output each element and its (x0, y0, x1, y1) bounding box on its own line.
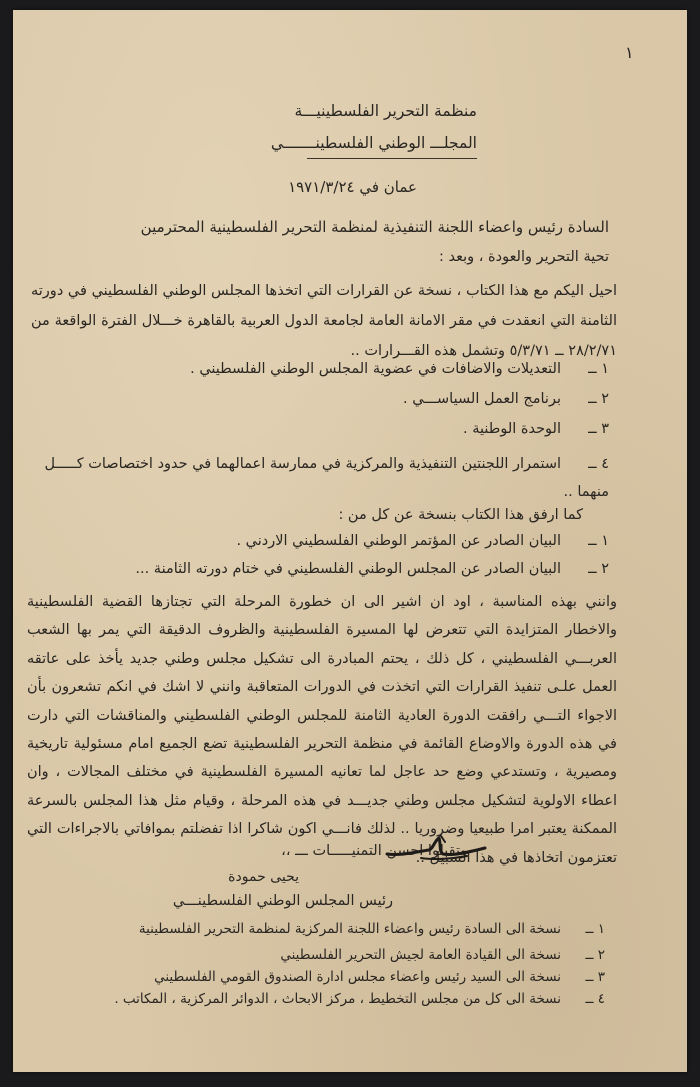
item-number: ٤ ــ (588, 456, 609, 472)
attachment-item (236, 532, 609, 550)
item-text: نسخة الى القيادة العامة لجيش التحرير الفلسطيني (280, 947, 561, 963)
item-text: التعديلات والاضافات في عضوية المجلس الوطني الفلسطيني . (190, 361, 561, 377)
item-number: ٢ ــ (588, 561, 609, 577)
item-text: نسخة الى كل من مجلس التخطيط ، مركز الابحاث ، الدوائر المركزية ، المكاتب . (114, 991, 561, 1007)
page-mark: ١ (625, 43, 634, 62)
attachment-item (135, 560, 609, 578)
greeting-line: تحية التحرير والعودة ، وبعد : (438, 249, 609, 265)
item-number: ٣ ــ (588, 421, 609, 437)
header-underline (307, 158, 477, 159)
intro-paragraph: احيل اليكم مع هذا الكتاب ، نسخة عن القرارات التي اتخذها المجلس الوطني الفلسطيني في دورته الثامنة التي انعقدت في مقر الامانة العامة لجامعة الدول العربية بالقاهرة خـــلال الفترة الواقعة من ٢٨/٢/٧١ ــ ٥/٣/٧١ وتشمل هذه القـــرارات .. (31, 283, 617, 359)
copy-item (154, 968, 605, 986)
letter-body (13, 10, 687, 1072)
item-text: البيان الصادر عن المجلس الوطني الفلسطيني في ختام دورته الثامنة ... (135, 561, 561, 577)
item-text: البيان الصادر عن المؤتمر الوطني الفلسطيني الاردني . (236, 533, 561, 549)
resolution-item (31, 450, 609, 506)
letter-date: عمان في ١٩٧١/٣/٢٤ (288, 178, 417, 196)
item-number: ٢ ــ (588, 391, 609, 407)
item-number: ١ ــ (588, 533, 609, 549)
resolution-item (403, 390, 609, 408)
item-number: ١ ــ (588, 361, 609, 377)
item-text: نسخة الى السيد رئيس واعضاء مجلس ادارة الصندوق القومي الفلسطيني (154, 969, 561, 985)
resolution-item (190, 360, 609, 378)
copy-item (114, 990, 605, 1008)
handwritten-signature (381, 832, 491, 866)
main-paragraph: وانني بهذه المناسبة ، اود ان اشير الى ان خطورة المرحلة التي تجتازها القضية الفلسطينية والاخطار المتزايدة التي تتعرض لها المسيرة الفلسطينية والظروف الدقيقة التي يمر بها الشعب العربـــي الفلسطيني ، كل ذلك ، يحتم المبادرة الى تشكيل مجلس وطني جديد يأخذ على عاتقه العمل علـى تنفيذ القرارات التي اتخذت في الدورات المتعاقبة وانني لا اشك في انكم تشعرون بأن الاجواء التـــي رافقت الدورة العادية الثامنة للمجلس الوطني الفلسطيني والمناقشات التي دارت في هذه الدورة والاوضاع القائمة في منظمة التحرير الفلسطينية تضع الجميع امام مسئولية تاريخية ومصيرية ، وتستدعي وضع حد عاجل لما تعانيه المسيرة الفلسطينية في مختلف المجالات ، وان اعطاء الاولوية لتشكيل مجلس وطني جديـــد في هذه المرحلة ، وقيام مثل هذا المجلس بالسرعة الممكنة يعتبر امرا طبيعيا وضروريا .. لذلك فانـــي اكون شاكرا اذا تفضلتم بموافاتي بالاجراءات التي تعتزمون اتخاذها في هذا السبيل .. (27, 594, 617, 866)
item-text: برنامج العمل السياســـي . (402, 391, 561, 407)
closing-line: وتقبلوا احسن التمنيـــــات ـــ ،، (281, 843, 467, 859)
signatory-name: يحيى حمودة (228, 869, 299, 885)
signatory-title: رئيس المجلس الوطني الفلسطينـــي (172, 893, 393, 909)
org-name-line1: منظمة التحرير الفلسطينيـــة (294, 102, 477, 120)
document-sheet (13, 10, 687, 1072)
copy-item (280, 946, 605, 964)
item-number: ٤ ــ (585, 991, 605, 1007)
item-number: ١ ــ (585, 921, 605, 937)
resolution-item (463, 420, 609, 438)
item-number: ٢ ــ (585, 947, 605, 963)
item-text: نسخة الى السادة رئيس واعضاء اللجنة المركزية لمنظمة التحرير الفلسطينية (138, 921, 561, 937)
org-name-line2: المجلـــ الوطني الفلسطينـــــــي (270, 134, 477, 152)
item-text: استمرار اللجنتين التنفيذية والمركزية في ممارسة اعمالهما في حدود اختصاصات كـــــل منهما .. (44, 456, 609, 500)
item-number: ٣ ــ (585, 969, 605, 985)
item-text: الوحدة الوطنية . (463, 421, 561, 437)
addressee-line: السادة رئيس واعضاء اللجنة التنفيذية لمنظمة التحرير الفلسطينية المحترمين (140, 218, 609, 236)
copy-item (139, 920, 605, 938)
attachments-intro: كما ارفق هذا الكتاب بنسخة عن كل من : (338, 507, 583, 523)
